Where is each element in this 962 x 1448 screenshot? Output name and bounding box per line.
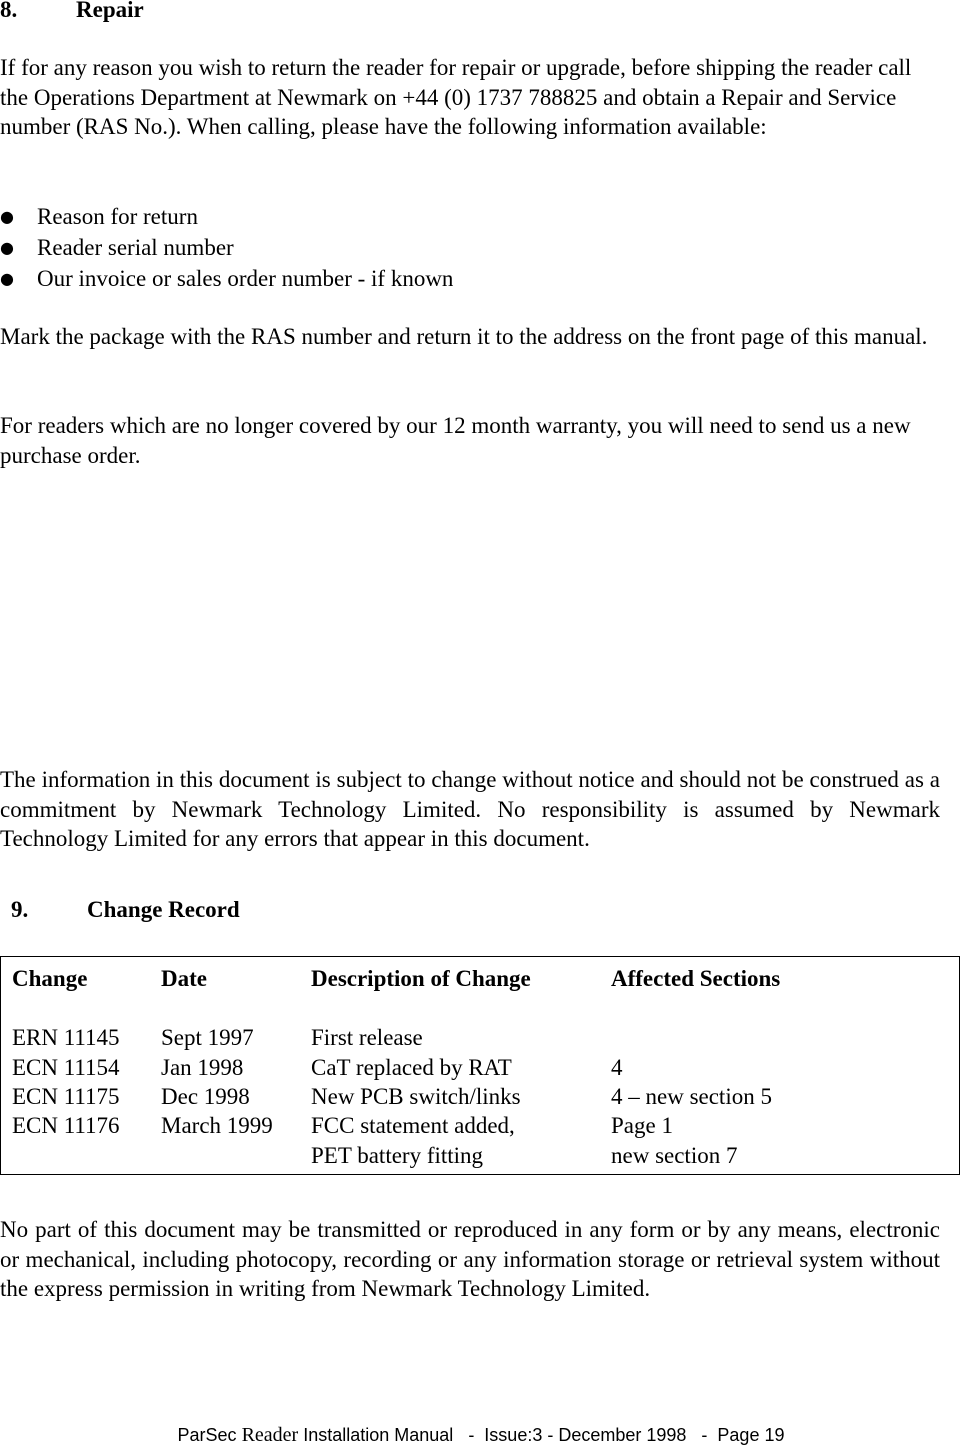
section-9-heading [11,897,240,923]
repair-warranty: For readers which are no longer covered by our 12 month warranty, you will need to send us a new purchase order. [0,413,911,468]
table-cell: First release [311,1025,423,1050]
list-item: ● Reader serial number [0,232,900,263]
table-cell: New PCB switch/links [311,1084,521,1109]
table-cell: March 1999 [161,1113,273,1138]
list-item: ● Our invoice or sales order number - if known [0,263,900,294]
column-header-description: Description of Change [311,966,531,991]
page-footer [0,1424,962,1447]
repair-intro: If for any reason you wish to return the reader for repair or upgrade, before shipping the reader call the Operations Department at Newmark on +44 (0) 1737 788825 and obtain a Repair and Service number (RAS No.). When calling, please have the following information available: [0,55,912,139]
copyright-notice: No part of this document may be transmitted or reproduced in any form or by any means, electronic or mechanical, including photocopy, recording or any information storage or retrieval system without the express permission in writing from Newmark Technology Limited. [0,1217,940,1301]
table-cell: ECN 11176 [12,1113,120,1138]
column-header-date: Date [161,966,207,991]
section-title: Repair [76,0,144,22]
disclaimer-notice: The information in this document is subject to change without notice and should not be construed as a commitment by Newmark Technology Limited. No responsibility is assumed by Newmark Technology Limited for any errors that appear in this document. [0,767,940,851]
table-cell: 4 – new section 5 [611,1084,772,1109]
change-record-table [0,956,960,1175]
table-cell: Sept 1997 [161,1025,254,1050]
section-8-heading [0,0,144,23]
section-number: 9. [11,897,29,922]
table-cell: CaT replaced by RAT [311,1055,512,1080]
section-title: Change Record [87,897,240,922]
table-cell: Dec 1998 [161,1084,250,1109]
table-cell: ERN 11145 [12,1025,120,1050]
bullet-icon: ● [0,207,14,226]
table-cell: Page 1 [611,1113,673,1138]
section-number: 8. [0,0,18,22]
footer-reader: Reader [241,1424,299,1446]
footer-product: ParSec [177,1425,237,1445]
table-cell: Jan 1998 [161,1055,244,1080]
bullet-icon: ● [0,238,14,257]
repair-info-list [0,201,900,294]
column-header-change: Change [12,966,88,991]
table-cell: FCC statement added, [311,1113,515,1138]
table-cell: new section 7 [611,1143,738,1168]
column-header-affected-sections: Affected Sections [611,966,781,991]
table-cell: ECN 11154 [12,1055,120,1080]
list-item: ● Reason for return [0,201,900,232]
table-cell: 4 [611,1055,623,1080]
repair-mark-package: Mark the package with the RAS number and return it to the address on the front page of this manual. [0,324,928,349]
table-cell: PET battery fitting [311,1143,484,1168]
footer-details: Installation Manual - Issue:3 - December 1998 - Page 19 [303,1425,785,1445]
bullet-icon: ● [0,269,14,288]
table-cell: ECN 11175 [12,1084,120,1109]
